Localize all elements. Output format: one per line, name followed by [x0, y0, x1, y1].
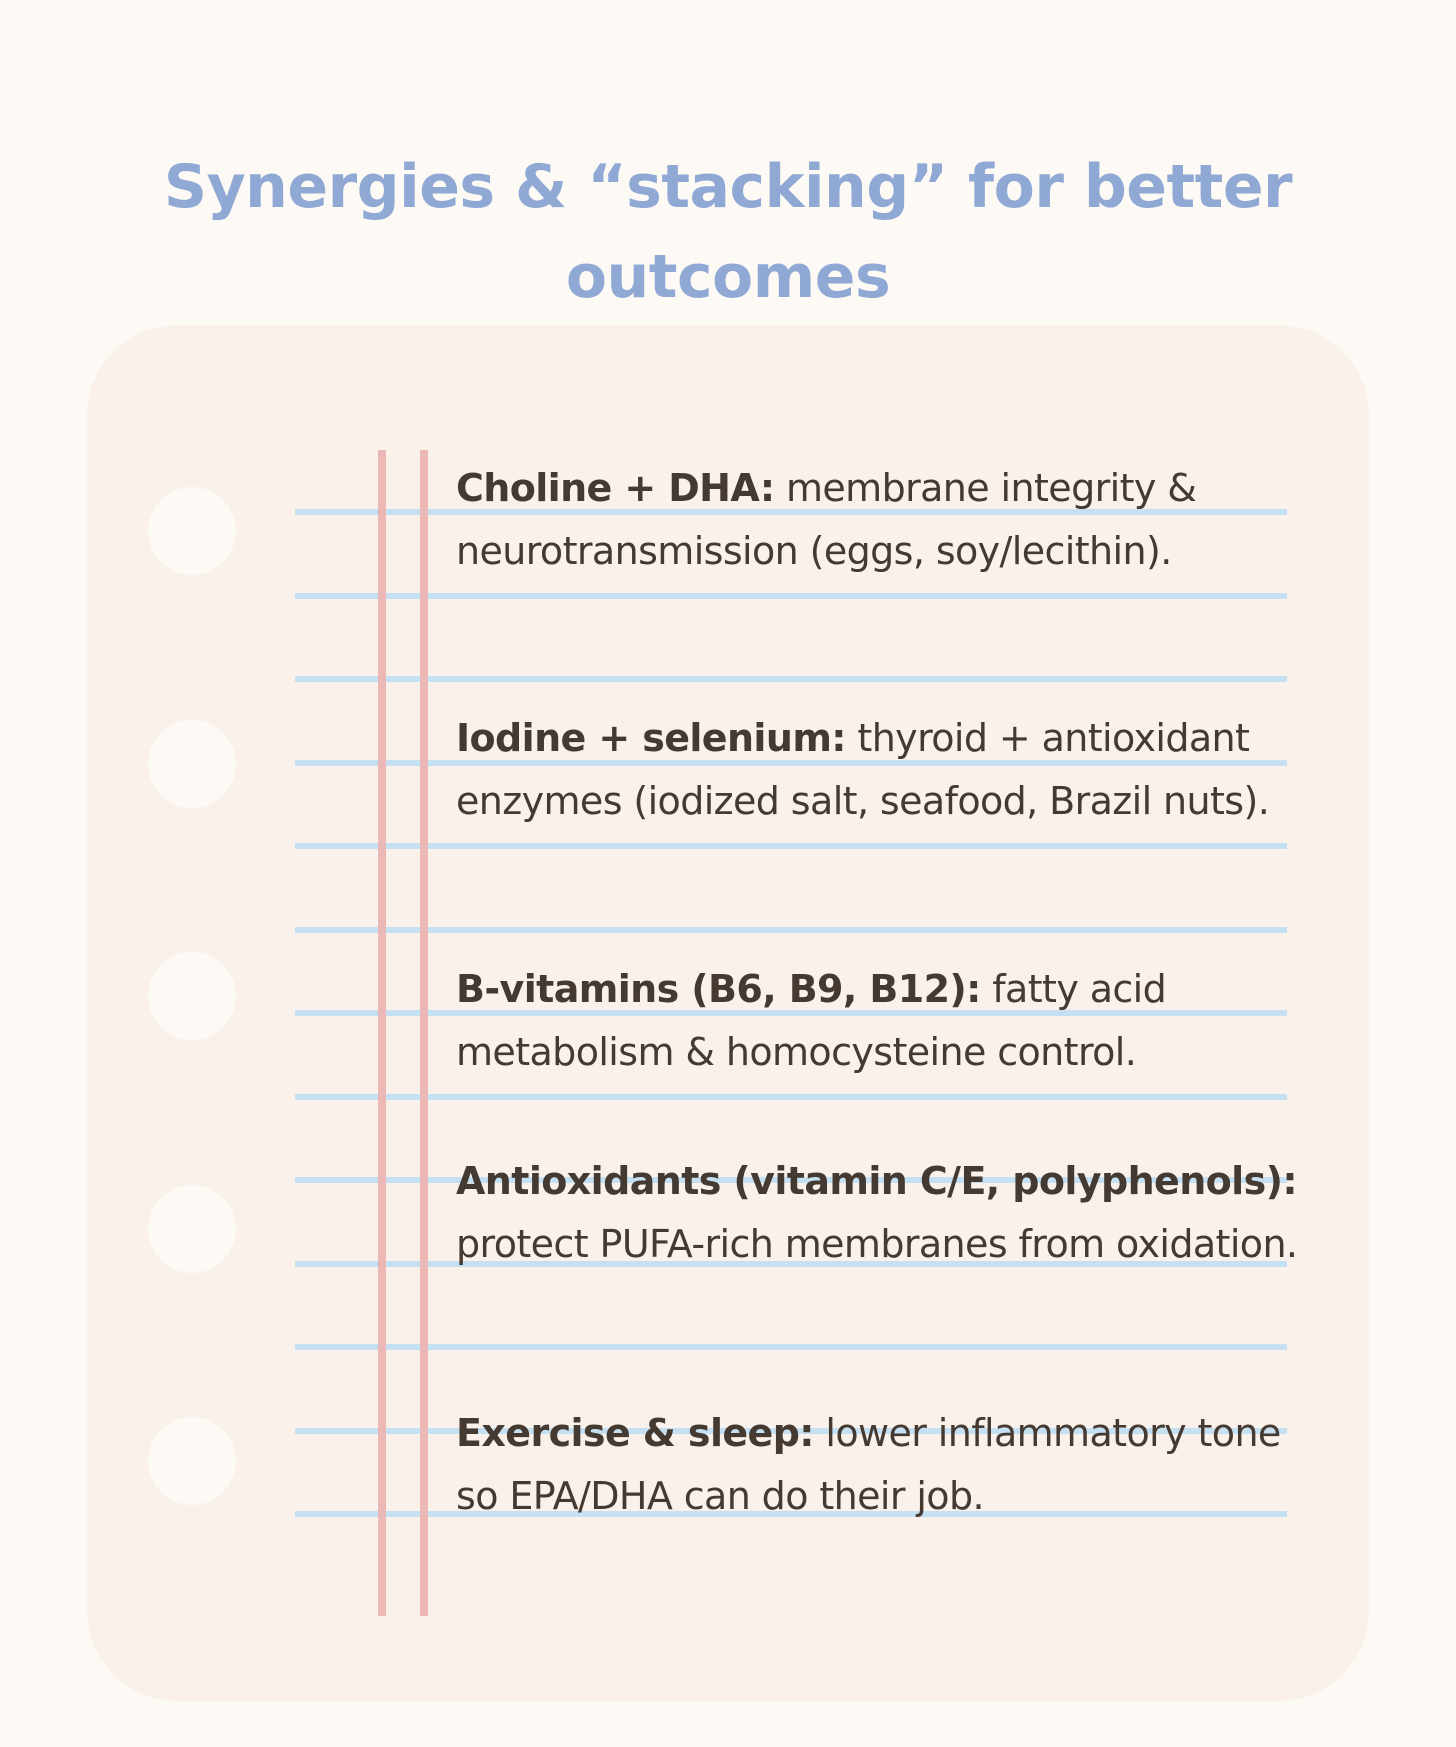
- ruled-line: [295, 676, 1287, 682]
- note-item-text: fatty acid metabolism & homocysteine control.: [456, 967, 1167, 1074]
- note-item-text: protect PUFA-rich membranes from oxidation.: [456, 1222, 1298, 1266]
- note-item-text: membrane integrity & neurotransmission (eggs, soy/lecithin).: [456, 466, 1197, 573]
- ruled-line: [295, 843, 1287, 849]
- title-line-1: Synergies & “stacking” for better: [163, 152, 1293, 223]
- note-item-text: thyroid + antioxidant enzymes (iodized salt, seafood, Brazil nuts).: [456, 716, 1270, 823]
- note-item-label: Iodine + selenium:: [456, 716, 846, 760]
- ruled-line: [295, 927, 1287, 933]
- margin-line: [378, 450, 386, 1616]
- ruled-line: [295, 1094, 1287, 1100]
- title-line-2: outcomes: [565, 242, 891, 313]
- note-item-text: lower inflammatory tone so EPA/DHA can do their job.: [456, 1411, 1281, 1518]
- note-item-label: Choline + DHA:: [456, 466, 775, 510]
- margin-line: [420, 450, 428, 1616]
- note-item-label: Exercise & sleep:: [456, 1411, 814, 1455]
- binder-hole: [148, 1417, 236, 1505]
- note-item-label: B-vitamins (B6, B9, B12):: [456, 967, 981, 1011]
- note-item: [456, 958, 1306, 1084]
- note-item-label: Antioxidants (vitamin C/E, polyphenols):: [456, 1159, 1297, 1203]
- note-item: [456, 1150, 1306, 1276]
- binder-hole: [148, 1185, 236, 1273]
- page-title: [0, 142, 1456, 322]
- note-item: [456, 1402, 1306, 1528]
- note-item: [456, 457, 1306, 583]
- binder-hole: [148, 487, 236, 575]
- ruled-line: [295, 1344, 1287, 1350]
- ruled-line: [295, 593, 1287, 599]
- binder-hole: [148, 952, 236, 1040]
- note-item: [456, 707, 1306, 833]
- binder-hole: [148, 720, 236, 808]
